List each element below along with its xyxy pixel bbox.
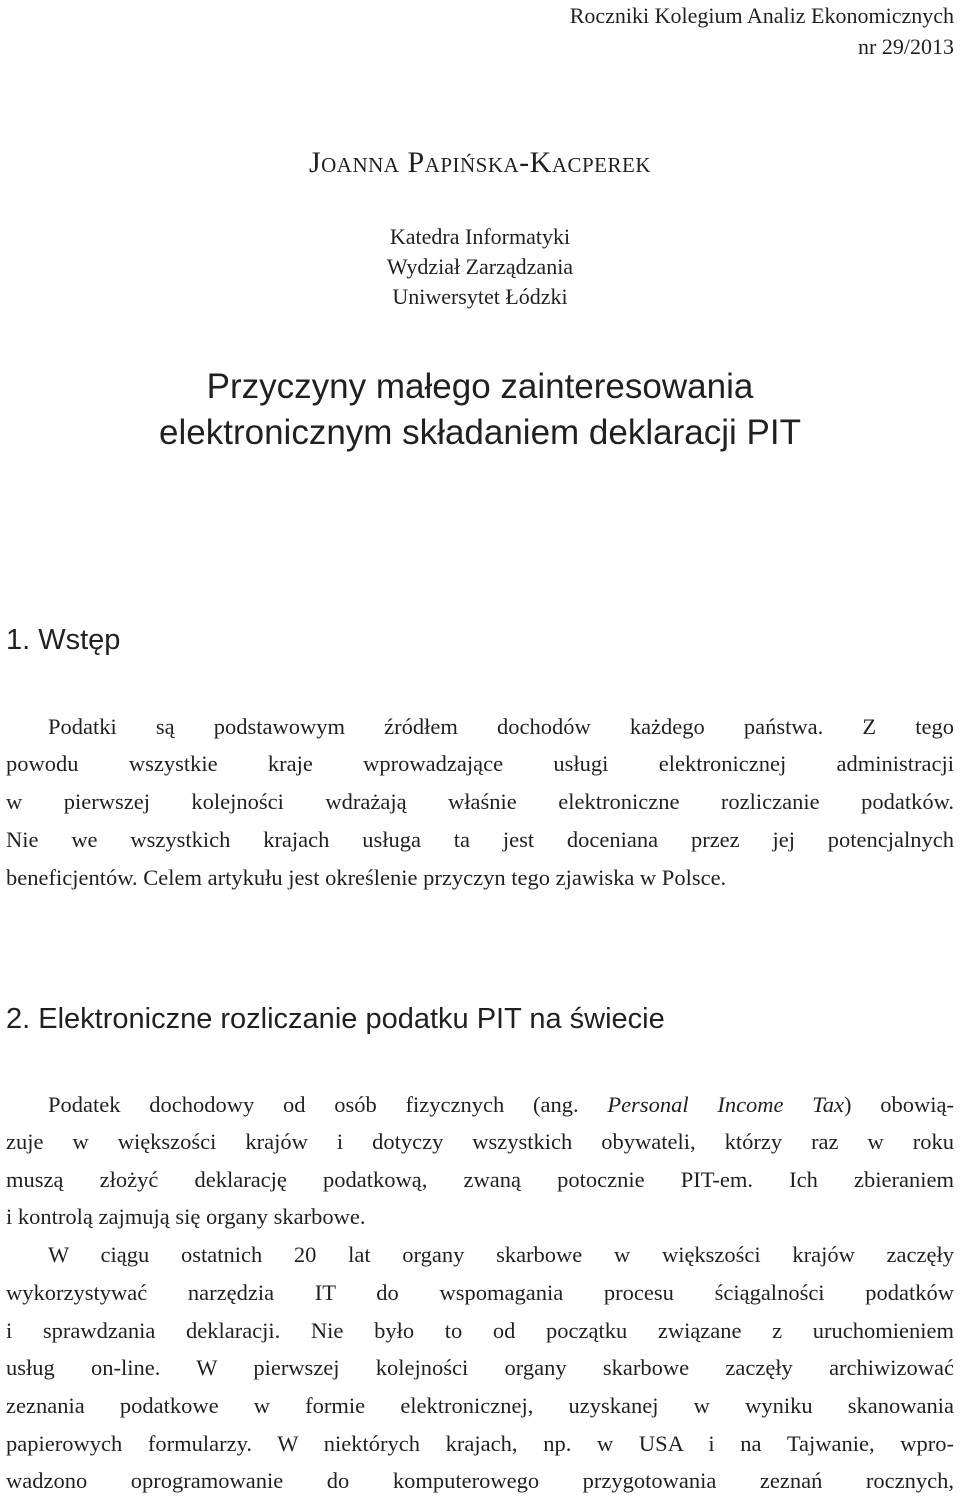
journal-header [570,0,954,62]
body-line: i kontrolą zajmują się organy skarbowe. [6,1204,366,1229]
journal-name: Roczniki Kolegium Analiz Ekonomicznych [569,3,954,28]
body-line: beneficjentów. Celem artykułu jest określenie przyczyn tego zjawiska w Polsce. [6,865,727,890]
paper-title-line-2: elektronicznym składaniem deklaracji PIT [159,413,801,452]
body-line [48,1090,954,1120]
journal-issue: nr 29/2013 [858,34,954,59]
body-line: wadzono oprogramowanie do komputerowego przygotowania zeznań rocznych, [6,1468,954,1493]
body-line: Podatki są podstawowym źródłem dochodów każdego państwa. Z tego [48,714,954,739]
author-name: Joanna Papińska-Kacperek [308,146,652,179]
paper-title [0,364,960,456]
affiliation-faculty: Wydział Zarządzania [386,254,574,279]
body-line: muszą złożyć deklarację podatkową, zwaną potocznie PIT-em. Ich zbieraniem [6,1167,954,1192]
section-heading-introduction: 1. Wstęp [6,624,121,656]
body-line: powodu wszystkie kraje wprowadzające usługi elektronicznej administracji [6,751,954,776]
affiliation [0,222,960,312]
body-line: Nie we wszystkich krajach usługa ta jest doceniana przez jej potencjalnych [6,827,954,852]
body-line: usług on-line. W pierwszej kolejności organy skarbowe zaczęły archiwizować [6,1355,954,1380]
affiliation-university: Uniwersytet Łódzki [392,284,568,309]
affiliation-department: Katedra Informatyki [389,224,571,249]
body-line: zuje w większości krajów i dotyczy wszystkich obywateli, którzy raz w roku [6,1129,954,1154]
body-text-italic: Personal Income Tax [607,1092,844,1117]
body-line: W ciągu ostatnich 20 lat organy skarbowe w większości krajów zaczęły [48,1242,954,1267]
body-line: papierowych formularzy. W niektórych krajach, np. w USA i na Tajwanie, wpro- [6,1431,954,1456]
body-line: i sprawdzania deklaracji. Nie było to od początku związane z uruchomieniem [6,1318,954,1343]
paper-title-line-1: Przyczyny małego zainteresowania [206,367,754,406]
body-line: wykorzystywać narzędzia IT do wspomagania procesu ściągalności podatków [6,1280,954,1305]
body-line: w pierwszej kolejności wdrażają właśnie elektroniczne rozliczanie podatków. [6,789,954,814]
body-line: zeznania podatkowe w formie elektronicznej, uzyskanej w wyniku skanowania [6,1393,954,1418]
body-text: Podatek dochodowy od osób fizycznych (ang. [48,1092,608,1117]
body-text: ) obowią- [844,1092,954,1117]
section-heading-electronic-pit: 2. Elektroniczne rozliczanie podatku PIT na świecie [6,1003,665,1035]
